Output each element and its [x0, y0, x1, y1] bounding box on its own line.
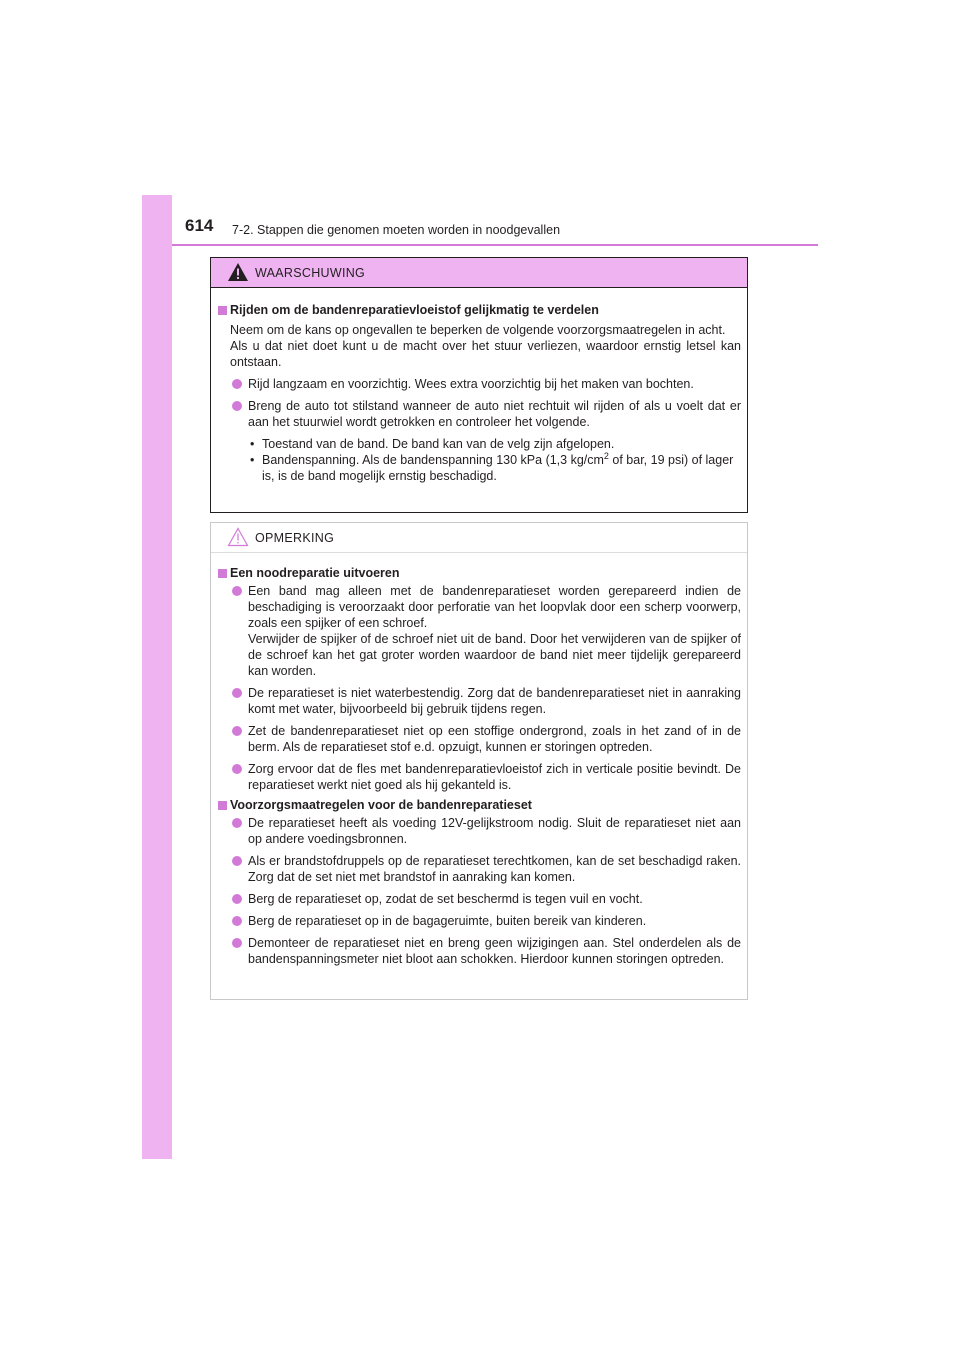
list-item: Zet de bandenreparatieset niet op een stoffige ondergrond, zoals in het zand of in de berm. Als de reparatieset stof e.d. opzuigt, kunnen er storingen optreden.	[230, 723, 741, 755]
warning-intro-2: Als u dat niet doet kunt u de macht over het stuur verliezen, waardoor ernstig letsel kan ontstaan.	[230, 339, 741, 369]
round-bullet-icon	[232, 586, 242, 596]
list-item: Zorg ervoor dat de fles met bandenreparatievloeistof zich in verticale positie bevindt. De reparatieset werkt niet goed als hij gekanteld is.	[230, 761, 741, 793]
list-item: Berg de reparatieset op, zodat de set beschermd is tegen vuil en vocht.	[230, 891, 741, 907]
header-rule	[172, 244, 818, 246]
running-title: 7-2. Stappen die genomen moeten worden in noodgevallen	[232, 223, 561, 237]
caution-triangle-outline-icon	[227, 527, 249, 547]
note-box	[210, 522, 748, 1000]
dot-bullet-icon: •	[250, 453, 255, 467]
round-bullet-icon	[232, 688, 242, 698]
note-body	[211, 553, 747, 967]
warning-label: WAARSCHUWING	[255, 266, 366, 280]
warning-header	[211, 258, 747, 288]
sub-list-item: • Toestand van de band. De band kan van de velg zijn afgelopen.	[250, 437, 615, 451]
square-bullet-icon	[218, 569, 227, 578]
note-header	[211, 523, 747, 553]
warning-section-title: Rijden om de bandenreparatievloeistof gelijkmatig te verdelen	[218, 302, 741, 318]
dot-bullet-icon: •	[250, 437, 255, 451]
list-item: Als er brandstofdruppels op de reparatieset terechtkomen, kan de set beschadigd raken. Zorg dat de set niet met brandstof in aanraking kan komen.	[230, 853, 741, 885]
list-item: De reparatieset is niet waterbestendig. Zorg dat de bandenreparatieset niet in aanraking komt met water, bijvoorbeeld bij gebruik tijdens regen.	[230, 685, 741, 717]
round-bullet-icon	[232, 379, 242, 389]
round-bullet-icon	[232, 938, 242, 948]
page-number: 614	[185, 216, 214, 235]
list-item: De reparatieset heeft als voeding 12V-gelijkstroom nodig. Sluit de reparatieset niet aan op andere voedingsbronnen.	[230, 815, 741, 847]
list-item: Een band mag alleen met de bandenreparatieset worden gerepareerd indien de beschadiging is veroorzaakt door perforatie van het loopvlak door een scherp voorwerp, zoals een spijker of een schroef. Verwijder de spijker of de schroef niet uit de band. Door het verwijderen van de spijker of de schroef kan het gat groter worden waardoor de band niet meer tijdelijk gerepareerd kan worden.	[230, 583, 741, 679]
list-item: Breng de auto tot stilstand wanneer de auto niet rechtuit wil rijden of als u voelt dat er aan het stuurwiel wordt getrokken en controleer het volgende.	[230, 398, 741, 430]
warning-triangle-icon	[227, 262, 249, 282]
round-bullet-icon	[232, 818, 242, 828]
round-bullet-icon	[232, 726, 242, 736]
round-bullet-icon	[232, 764, 242, 774]
warning-body	[211, 288, 747, 484]
note-section-title: Een noodreparatie uitvoeren	[218, 565, 741, 581]
note-label: OPMERKING	[255, 531, 335, 545]
square-bullet-icon	[218, 306, 227, 315]
chapter-side-tab	[142, 195, 172, 1159]
round-bullet-icon	[232, 894, 242, 904]
list-item: Demonteer de reparatieset niet en breng geen wijzigingen aan. Stel onderdelen als de bandenspanningsmeter niet bloot aan schokken. Hierdoor kunnen storingen optreden.	[230, 935, 741, 967]
warning-box	[210, 257, 748, 513]
sub-list-item: • Bandenspanning. Als de bandenspanning 130 kPa (1,3 $kg/cm^2$ of bar, 19 psi) of lager is, is de band mogelijk ernstig beschadigd.	[250, 450, 734, 483]
note-section-title: Voorzorgsmaatregelen voor de bandenreparatieset	[218, 797, 741, 813]
list-item: Rijd langzaam en voorzichtig. Wees extra voorzichtig bij het maken van bochten.	[230, 376, 741, 392]
round-bullet-icon	[232, 916, 242, 926]
list-item: Berg de reparatieset op in de bagageruimte, buiten bereik van kinderen.	[230, 913, 741, 929]
warning-intro-1: Neem om de kans op ongevallen te beperken de volgende voorzorgsmaatregelen in acht.	[230, 323, 726, 337]
square-bullet-icon	[218, 801, 227, 810]
round-bullet-icon	[232, 401, 242, 411]
round-bullet-icon	[232, 856, 242, 866]
